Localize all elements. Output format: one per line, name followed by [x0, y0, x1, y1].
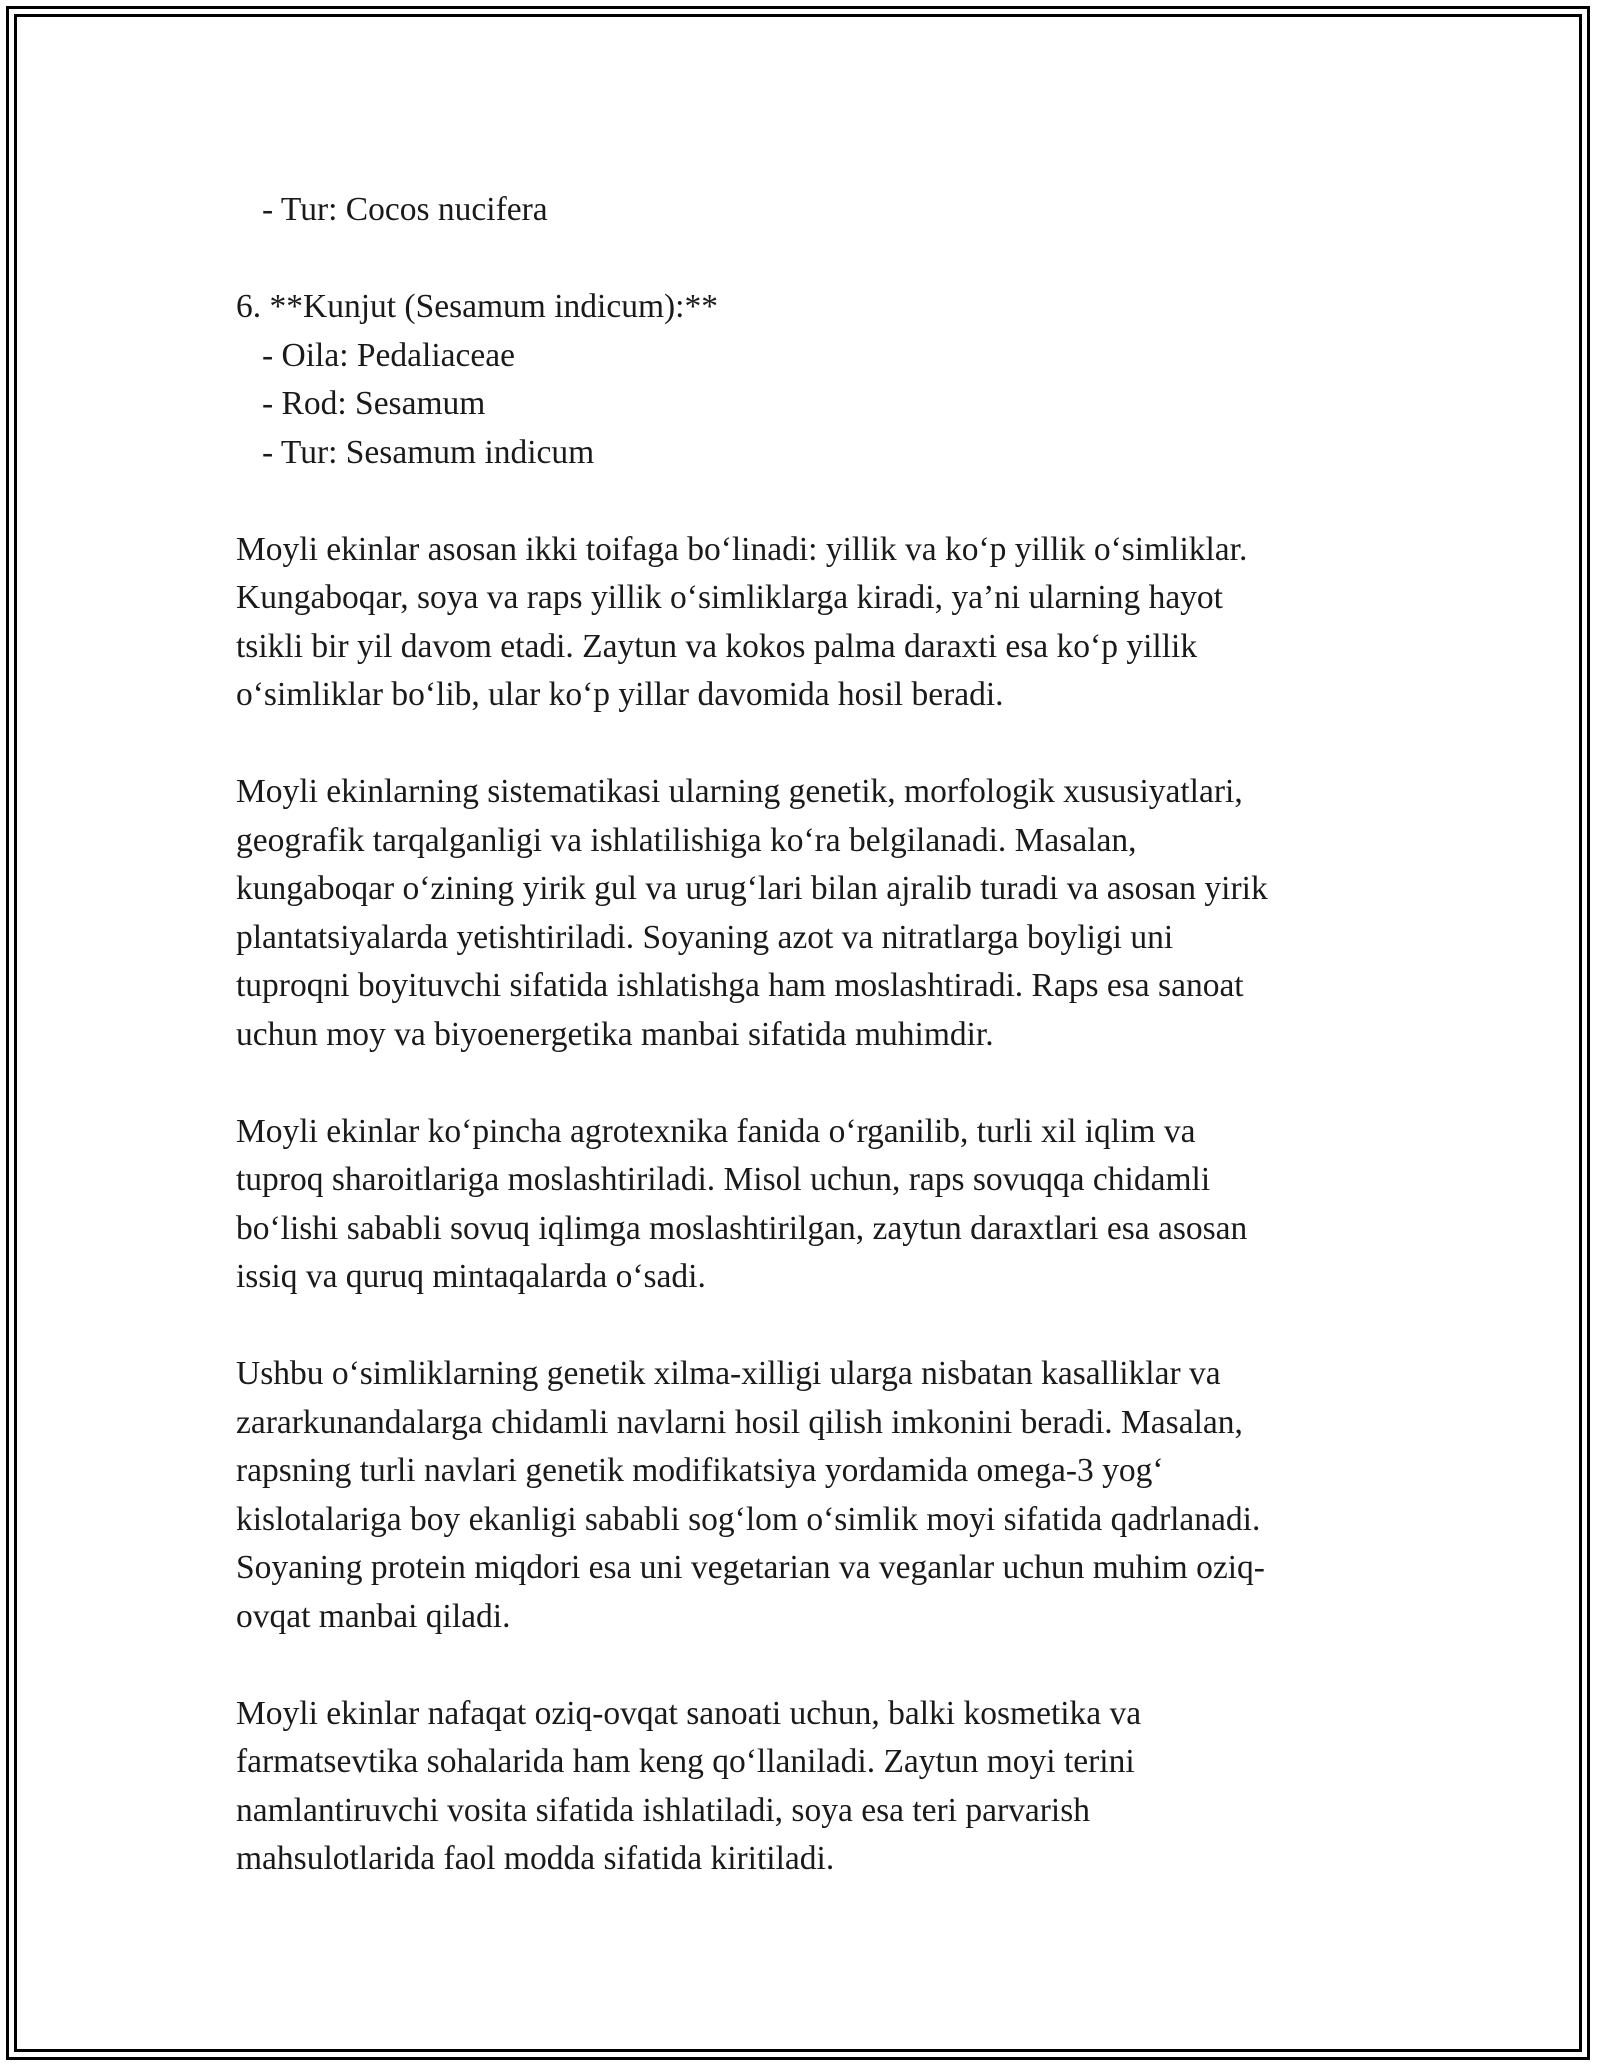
paragraph-1	[236, 526, 1396, 720]
paragraph-3	[236, 1108, 1396, 1302]
paragraph-line: Ushbu o‘simliklarning genetik xilma-xilligi ularga nisbatan kasalliklar va	[236, 1355, 1221, 1392]
paragraph-line: tuproqni boyituvchi sifatida ishlatishga ham moslashtiradi. Raps esa sanoat	[236, 967, 1244, 1004]
list-item-6-tur: - Tur: Sesamum indicum	[262, 433, 595, 471]
paragraph-line: Moyli ekinlar asosan ikki toifaga bo‘linadi: yillik va ko‘p yillik o‘simliklar.	[236, 530, 1248, 568]
list-item-5-tur: - Tur: Cocos nucifera	[262, 191, 548, 228]
paragraph-line: Moyli ekinlar ko‘pincha agrotexnika fanida o‘rganilib, turli xil iqlim va	[236, 1112, 1196, 1150]
paragraph-line: plantatsiyalarda yetishtiriladi. Soyaning azot va nitratlarga boyligi uni	[236, 918, 1174, 956]
paragraph-line: tuproq sharoitlariga moslashtiriladi. Misol uchun, raps sovuqqa chidamli	[236, 1161, 1211, 1198]
paragraph-4	[236, 1350, 1396, 1641]
paragraph-line: bo‘lishi sababli sovuq iqlimga moslashtirilgan, zaytun daraxtlari esa asosan	[236, 1209, 1248, 1247]
paragraph-5	[236, 1690, 1396, 1884]
paragraph-2	[236, 768, 1396, 1059]
paragraph-line: ovqat manbai qiladi.	[236, 1597, 511, 1635]
paragraph-line: Moyli ekinlar nafaqat oziq-ovqat sanoati uchun, balki kosmetika va	[236, 1694, 1142, 1732]
spacer	[236, 1059, 1396, 1108]
list-item-6-rod: - Rod: Sesamum	[262, 385, 486, 422]
paragraph-line: Soyaning protein miqdori esa uni vegetarian va veganlar uchun muhim oziq-	[236, 1549, 1265, 1586]
paragraph-line: zararkunandalarga chidamli navlarni hosil qilish imkonini beradi. Masalan,	[236, 1403, 1243, 1441]
paragraph-line: tsikli bir yil davom etadi. Zaytun va kokos palma daraxti esa ko‘p yillik	[236, 627, 1198, 665]
list-item-6-oila: - Oila: Pedaliaceae	[262, 336, 515, 374]
list-item-6	[236, 283, 1396, 477]
paragraph-line: uchun moy va biyoenergetika manbai sifatida muhimdir.	[236, 1015, 994, 1053]
paragraph-line: kungaboqar o‘zining yirik gul va urug‘lari bilan ajralib turadi va asosan yirik	[236, 870, 1268, 907]
document-body	[236, 186, 1396, 1884]
paragraph-line: namlantiruvchi vosita sifatida ishlatiladi, soya esa teri parvarish	[236, 1791, 1091, 1829]
spacer	[236, 235, 1396, 284]
paragraph-line: mahsulotlarida faol modda sifatida kiritiladi.	[236, 1840, 835, 1877]
paragraph-line: rapsning turli navlari genetik modifikatsiya yordamida omega-3 yog‘	[236, 1452, 1164, 1489]
spacer	[236, 1641, 1396, 1690]
paragraph-line: Kungaboqar, soya va raps yillik o‘simliklarga kiradi, ya’ni ularning hayot	[236, 579, 1223, 616]
list-item-6-heading: 6. **Kunjut (Sesamum indicum):**	[236, 288, 718, 325]
spacer	[236, 1302, 1396, 1351]
spacer	[236, 720, 1396, 769]
paragraph-line: o‘simliklar bo‘lib, ular ko‘p yillar davomida hosil beradi.	[236, 676, 1004, 713]
paragraph-line: kislotalariga boy ekanligi sababli sog‘lom o‘simlik moyi sifatida qadrlanadi.	[236, 1500, 1261, 1538]
paragraph-line: Moyli ekinlarning sistematikasi ularning genetik, morfologik xususiyatlari,	[236, 773, 1243, 810]
paragraph-line: farmatsevtika sohalarida ham keng qo‘llaniladi. Zaytun moyi terini	[236, 1743, 1135, 1780]
spacer	[236, 477, 1396, 526]
paragraph-line: geografik tarqalganligi va ishlatilishiga ko‘ra belgilanadi. Masalan,	[236, 821, 1137, 859]
paragraph-line: issiq va quruq mintaqalarda o‘sadi.	[236, 1258, 706, 1295]
